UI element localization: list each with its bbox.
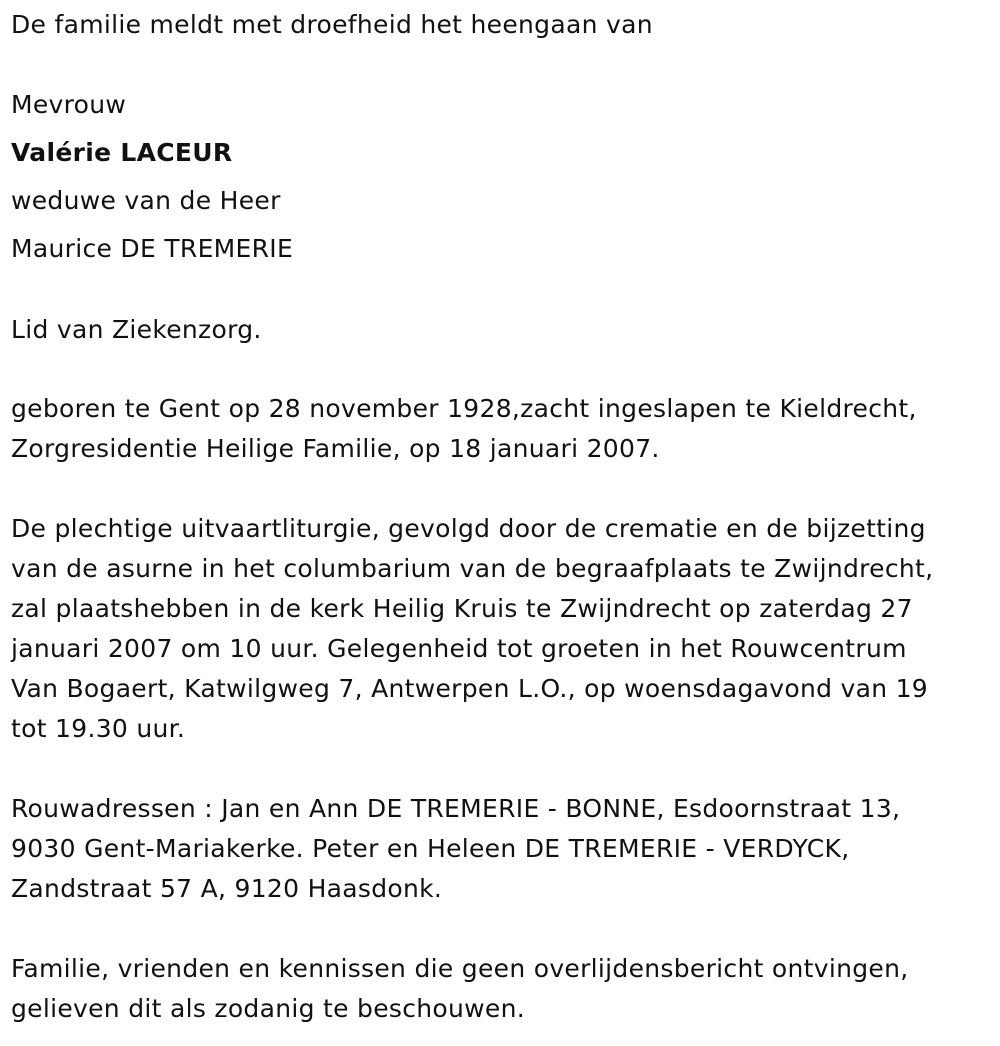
funeral-line: Van Bogaert, Katwilgweg 7, Antwerpen L.O., op woensdagavond van 19 [11, 674, 929, 703]
closing-line: Familie, vrienden en kennissen die geen overlijdensbericht ontvingen, [11, 954, 909, 983]
spouse-name: Maurice DE TREMERIE [11, 234, 294, 263]
birth-death-line: Zorgresidentie Heilige Familie, op 18 januari 2007. [11, 434, 660, 463]
funeral-line: tot 19.30 uur. [11, 714, 186, 743]
deceased-name: Valérie LACEUR [11, 138, 233, 167]
honorific: Mevrouw [11, 90, 127, 119]
intro-line: De familie meldt met droefheid het heengaan van [11, 10, 653, 39]
funeral-line: De plechtige uitvaartliturgie, gevolgd door de crematie en de bijzetting [11, 514, 926, 543]
relation-line: weduwe van de Heer [11, 186, 281, 215]
address-line: Rouwadressen : Jan en Ann DE TREMERIE - BONNE, Esdoornstraat 13, [11, 794, 901, 823]
address-line: Zandstraat 57 A, 9120 Haasdonk. [11, 874, 443, 903]
funeral-line: januari 2007 om 10 uur. Gelegenheid tot groeten in het Rouwcentrum [11, 634, 907, 663]
closing-line: gelieven dit als zodanig te beschouwen. [11, 994, 525, 1023]
address-line: 9030 Gent-Mariakerke. Peter en Heleen DE TREMERIE - VERDYCK, [11, 834, 850, 863]
funeral-line: van de asurne in het columbarium van de begraafplaats te Zwijndrecht, [11, 554, 934, 583]
birth-death-line: geboren te Gent op 28 november 1928,zacht ingeslapen te Kieldrecht, [11, 394, 917, 423]
membership-line: Lid van Ziekenzorg. [11, 315, 262, 344]
funeral-line: zal plaatshebben in de kerk Heilig Kruis te Zwijndrecht op zaterdag 27 [11, 594, 913, 623]
